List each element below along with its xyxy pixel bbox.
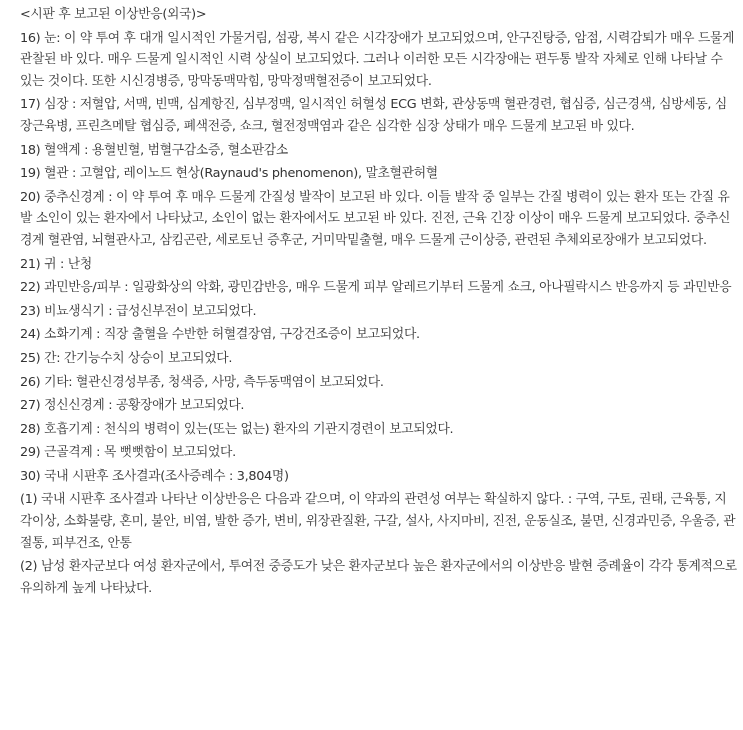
item-18-blood: 18) 혈액계 : 용혈빈혈, 범혈구감소증, 혈소판감소 [20, 142, 288, 158]
item-21-ear: 21) 귀 : 난청 [20, 256, 92, 272]
item-28-respiratory: 28) 호흡기계 : 천식의 병력이 있는(또는 없는) 환자의 기관지경련이 보고되었다. [20, 421, 454, 437]
survey-point-1: (1) 국내 시판후 조사결과 나타난 이상반응은 다음과 같으며, 이 약과의 관련성 여부는 확실하지 않다. : 구역, 구토, 권태, 근육통, 지각이상, 소화불량, 혼미, 불안, 비염, 발한 증가, 변비, 위장관질환, 구갈, 설사, 사지마비, 진전, 운동실조, 불면, 신경과민증, 우울증, 관절통, 피부건조, 안통 [20, 492, 736, 551]
item-29-musculoskeletal: 29) 근골격계 : 목 뻣뻣함이 보고되었다. [20, 445, 236, 461]
item-30-domestic-survey: 30) 국내 시판후 조사결과(조사증례수 : 3,804명) [20, 468, 289, 484]
item-20-cns: 20) 중추신경계 : 이 약 투여 후 매우 드물게 간질성 발작이 보고된 바 있다. 이들 발작 중 일부는 간질 병력이 있는 환자 또는 간질 유발 소인이 있는 환자에서 나타났고, 소인이 없는 환자에서도 보고된 바 있다. 진전, 근육 긴장 이상이 매우 드물게 보고되었다. 중추신경계 혈관염, 뇌혈관사고, 삼킴곤란, 세로토닌 증후군, 거미막밑출혈, 매우 드물게 근이상증, 관련된 추체외로장애가 보고되었다. [20, 189, 731, 248]
item-17-heart: 17) 심장 : 저혈압, 서맥, 빈맥, 심계항진, 심부정맥, 일시적인 허혈성 ECG 변화, 관상동맥 혈관경련, 협심증, 심근경색, 심방세동, 심장근육병, 프린츠메탈 협심증, 폐색전증, 쇼크, 혈전정맥염과 같은 심각한 심장 상태가 매우 드물게 보고된 바 있다. [20, 97, 727, 134]
item-16-eye: 16) 눈: 이 약 투여 후 대개 일시적인 가물거림, 섬광, 복시 같은 시각장애가 보고되었으며, 안구진탕증, 암점, 시력감퇴가 매우 드물게 관찰된 바 있다. 매우 드물게 일시적인 시력 상실이 보고되었다. 그러나 이러한 모든 시각장애는 편두통 발작 자체로 인해 나타날 수 있는 것이다. 또한 시신경병증, 망막동맥막힘, 망막정맥혈전증이 보고되었다. [20, 30, 735, 89]
item-26-other: 26) 기타: 혈관신경성부종, 청색증, 사망, 측두동맥염이 보고되었다. [20, 374, 384, 390]
item-25-liver: 25) 간: 간기능수치 상승이 보고되었다. [20, 350, 233, 366]
survey-point-2: (2) 남성 환자군보다 여성 환자군에서, 투여전 중증도가 낮은 환자군보다 높은 환자군에서의 이상반응 발현 증례율이 각각 통계적으로 유의하게 높게 나타났다. [20, 559, 737, 596]
section-heading: <시판 후 보고된 이상반응(외국)> [20, 7, 207, 22]
item-19-vascular: 19) 혈관 : 고혈압, 레이노드 현상(Raynaud's phenomenon), 말초혈관허혈 [20, 166, 438, 182]
item-22-hypersensitivity: 22) 과민반응/피부 : 일광화상의 악화, 광민감반응, 매우 드물게 피부 알레르기부터 드물게 쇼크, 아나필락시스 반응까지 등 과민반응 [20, 280, 732, 296]
item-24-digestive: 24) 소화기계 : 직장 출혈을 수반한 허혈결장염, 구강건조증이 보고되었다. [20, 327, 420, 343]
item-23-urogenital: 23) 비뇨생식기 : 급성신부전이 보고되었다. [20, 303, 257, 319]
item-27-psychiatric: 27) 정신신경계 : 공황장애가 보고되었다. [20, 398, 245, 414]
